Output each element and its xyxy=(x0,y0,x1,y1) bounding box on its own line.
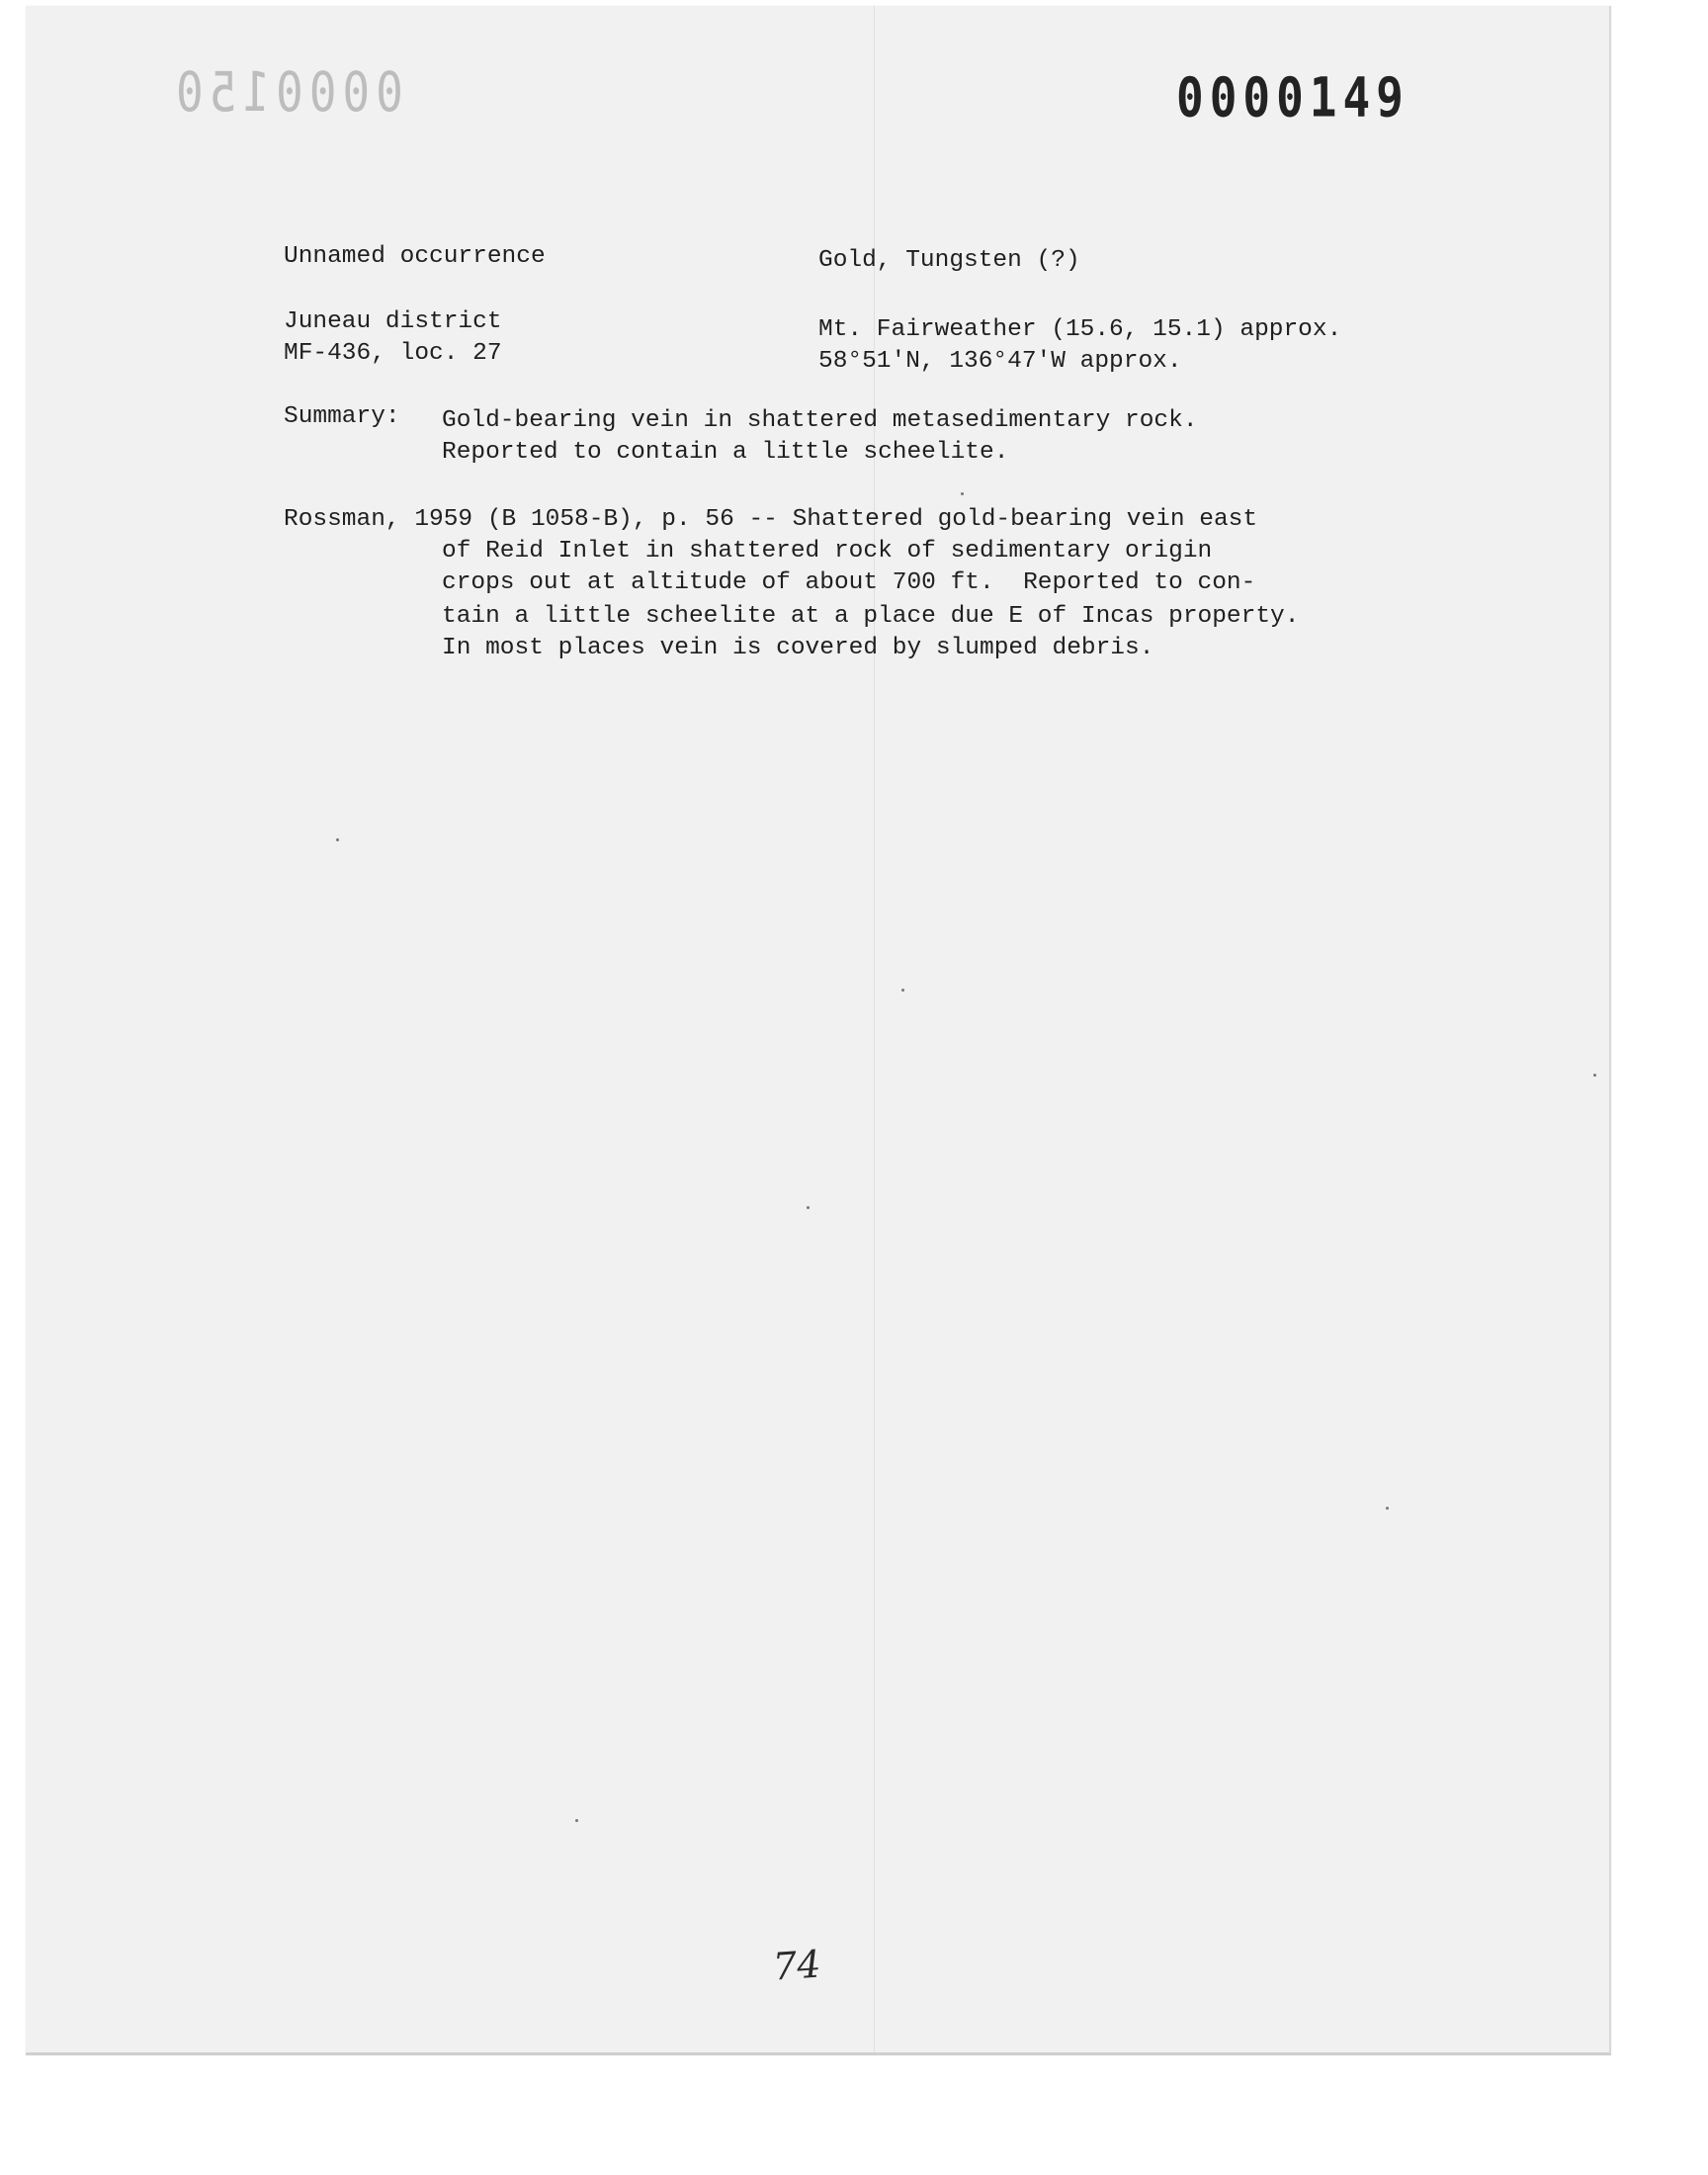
quadrangle: Mt. Fairweather (15.6, 15.1) approx. xyxy=(818,316,1342,343)
scan-speck xyxy=(1386,1507,1389,1510)
ghost-stamp-number: 0000150 xyxy=(170,59,403,125)
scan-speck xyxy=(336,838,339,841)
scan-speck xyxy=(961,492,964,495)
scan-fold-line xyxy=(874,6,875,2052)
map-reference: MF-436, loc. 27 xyxy=(284,340,502,367)
coordinates: 58°51'N, 136°47'W approx. xyxy=(818,348,1182,375)
scan-speck xyxy=(807,1206,810,1209)
scan-speck xyxy=(575,1819,578,1822)
summary-label: Summary: xyxy=(284,403,400,430)
scan-speck xyxy=(901,989,904,992)
scan-speck xyxy=(1593,1074,1596,1077)
handwritten-page-number: 74 xyxy=(771,1942,822,1989)
commodities: Gold, Tungsten (?) xyxy=(818,247,1080,274)
document-page xyxy=(26,6,1611,2055)
reference-line: crops out at altitude of about 700 ft. Reported to con- xyxy=(442,569,1256,596)
reference-citation: Rossman, 1959 (B 1058-B), p. 56 -- Shattered gold-bearing vein east xyxy=(284,506,1258,533)
reference-line: In most places vein is covered by slumped debris. xyxy=(442,635,1154,661)
summary-line: Reported to contain a little scheelite. xyxy=(442,439,1009,466)
summary-line: Gold-bearing vein in shattered metasedimentary rock. xyxy=(442,407,1198,434)
district: Juneau district xyxy=(284,308,502,335)
reference-line: tain a little scheelite at a place due E of Incas property. xyxy=(442,603,1300,630)
occurrence-name: Unnamed occurrence xyxy=(284,243,546,270)
stamp-page-number: 0000149 xyxy=(1176,65,1409,130)
reference-line: of Reid Inlet in shattered rock of sedimentary origin xyxy=(442,538,1213,565)
